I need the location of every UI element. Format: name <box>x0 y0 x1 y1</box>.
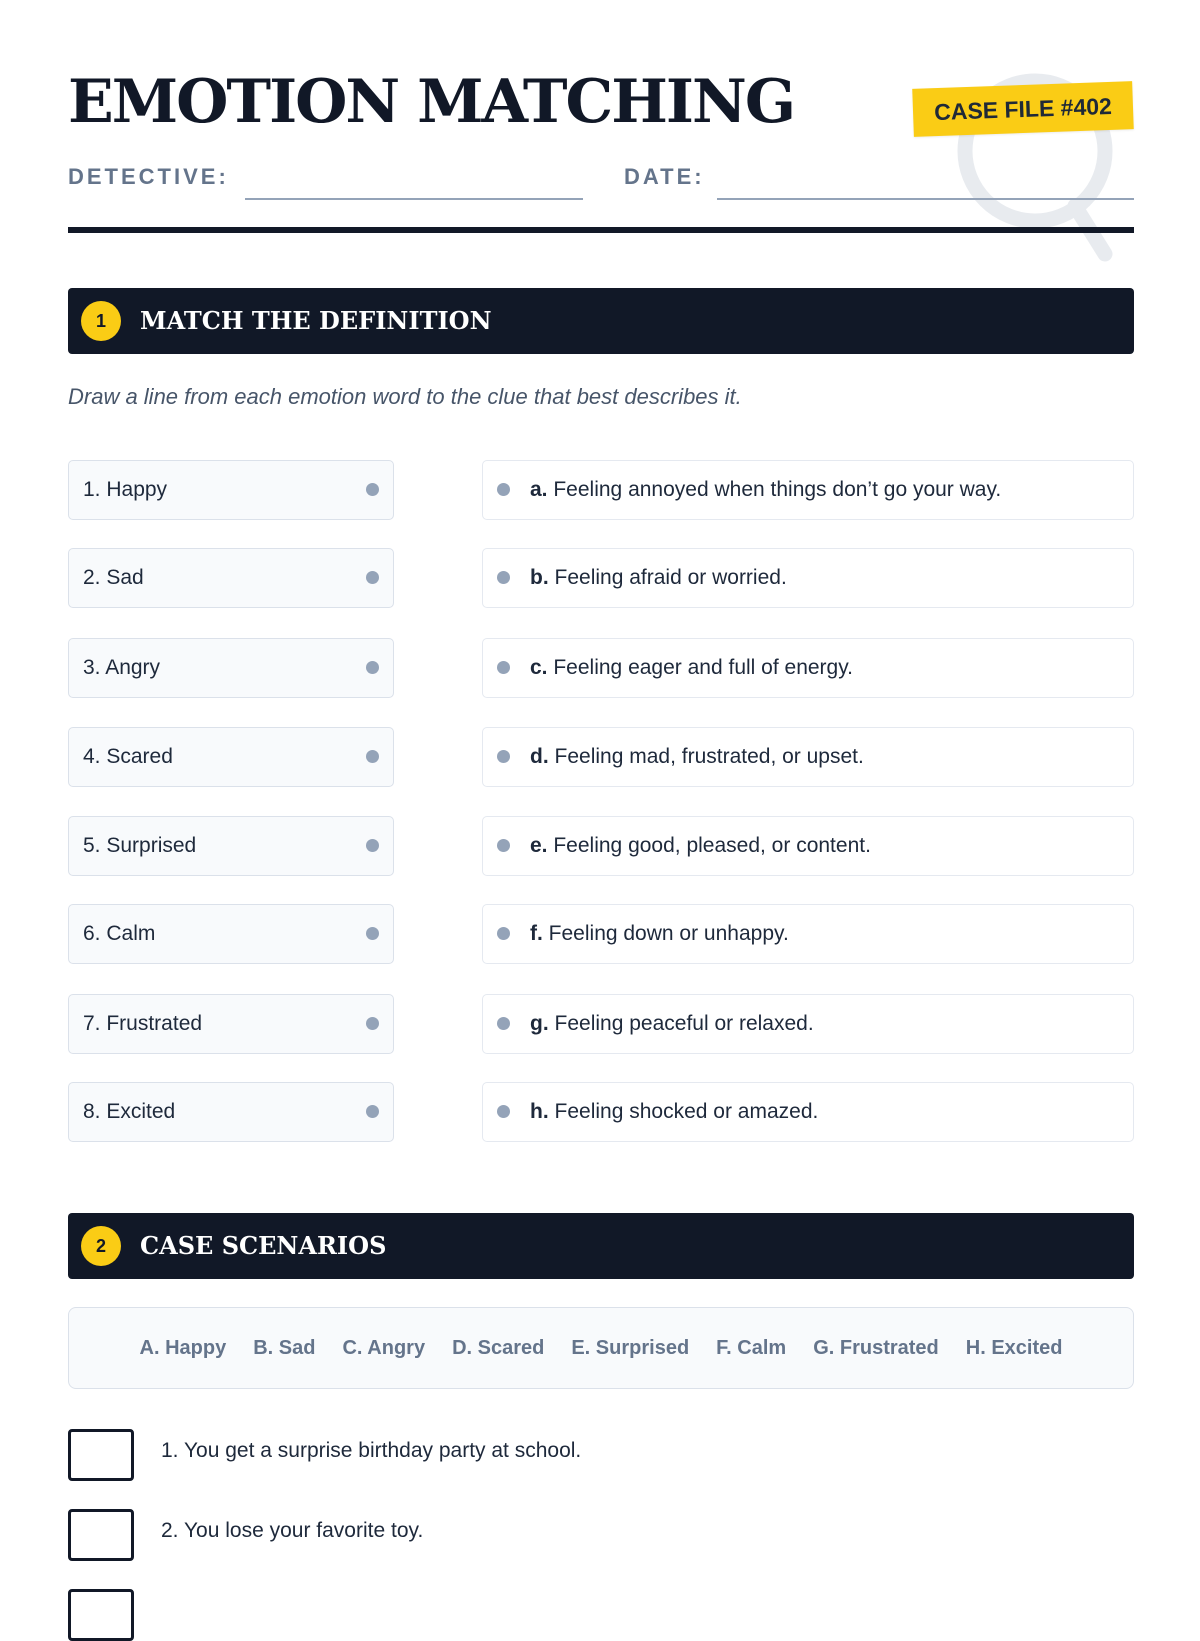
answer-box[interactable] <box>68 1429 134 1481</box>
emotion-word-box <box>68 727 394 787</box>
emotion-word-box <box>68 638 394 698</box>
definition-clue: Feeling annoyed when things don’t go your way. <box>553 478 1002 501</box>
section-header-match-definition <box>68 288 1134 354</box>
section-header-case-scenarios <box>68 1213 1134 1279</box>
definition-letter: d. <box>530 745 549 768</box>
connector-dot[interactable] <box>497 661 510 674</box>
definition-text <box>530 461 1001 519</box>
detective-label: DETECTIVE: <box>68 164 229 189</box>
definition-letter: a. <box>530 478 548 501</box>
emotion-word-box <box>68 460 394 520</box>
connector-dot[interactable] <box>497 839 510 852</box>
emotion-word-box <box>68 904 394 964</box>
connector-dot[interactable] <box>366 750 379 763</box>
emotion-word: 3. Angry <box>83 656 161 679</box>
definition-box <box>482 638 1134 698</box>
definition-box <box>482 548 1134 608</box>
definition-letter: c. <box>530 656 548 679</box>
connector-dot[interactable] <box>366 927 379 940</box>
definition-text <box>530 995 814 1053</box>
word-bank-item: C. Angry <box>342 1336 426 1359</box>
definition-box <box>482 460 1134 520</box>
connector-dot[interactable] <box>497 571 510 584</box>
definition-clue: Feeling shocked or amazed. <box>554 1100 819 1123</box>
date-label: DATE: <box>624 164 705 189</box>
emotion-word: 5. Surprised <box>83 834 197 857</box>
definition-text <box>530 639 853 697</box>
connector-dot[interactable] <box>366 1017 379 1030</box>
emotion-word-box <box>68 994 394 1054</box>
section-number-badge: 1 <box>81 301 121 341</box>
connector-dot[interactable] <box>497 750 510 763</box>
connector-dot[interactable] <box>497 1017 510 1030</box>
connector-dot[interactable] <box>366 839 379 852</box>
word-bank-item: D. Scared <box>452 1336 545 1359</box>
definition-text <box>530 1083 818 1141</box>
connector-dot[interactable] <box>366 571 379 584</box>
definition-letter: b. <box>530 566 549 589</box>
section-title: CASE SCENARIOS <box>140 1231 387 1260</box>
detective-name-line[interactable] <box>245 198 583 200</box>
connector-dot[interactable] <box>366 1105 379 1118</box>
word-bank-item: E. Surprised <box>571 1336 690 1359</box>
definition-text <box>530 905 789 963</box>
definition-box <box>482 904 1134 964</box>
emotion-word: 7. Frustrated <box>83 1012 203 1035</box>
section-number-badge: 2 <box>81 1226 121 1266</box>
definition-clue: Feeling eager and full of energy. <box>553 656 853 679</box>
word-bank-item: B. Sad <box>253 1336 316 1359</box>
definition-clue: Feeling down or unhappy. <box>548 922 789 945</box>
scenario-text: 2. You lose your favorite toy. <box>161 1519 424 1542</box>
definition-clue: Feeling peaceful or relaxed. <box>554 1012 814 1035</box>
connector-dot[interactable] <box>497 1105 510 1118</box>
section-title: MATCH THE DEFINITION <box>140 306 492 335</box>
definition-clue: Feeling afraid or worried. <box>554 566 787 589</box>
header-divider <box>68 227 1134 233</box>
definition-letter: f. <box>530 922 543 945</box>
instructions-text: Draw a line from each emotion word to the clue that best describes it. <box>68 384 742 409</box>
emotion-word-box <box>68 816 394 876</box>
connector-dot[interactable] <box>497 927 510 940</box>
emotion-word: 8. Excited <box>83 1100 176 1123</box>
scenario-text: 1. You get a surprise birthday party at school. <box>161 1439 582 1462</box>
emotion-word: 2. Sad <box>83 566 144 589</box>
connector-dot[interactable] <box>497 483 510 496</box>
answer-box[interactable] <box>68 1509 134 1561</box>
word-bank-item: A. Happy <box>139 1336 227 1359</box>
emotion-word: 4. Scared <box>83 745 173 768</box>
definition-box <box>482 1082 1134 1142</box>
word-bank <box>68 1307 1134 1389</box>
definition-box <box>482 816 1134 876</box>
emotion-word-box <box>68 548 394 608</box>
definition-text <box>530 817 871 875</box>
definition-text <box>530 549 787 607</box>
definition-box <box>482 727 1134 787</box>
definition-letter: e. <box>530 834 548 857</box>
word-bank-item: H. Excited <box>965 1336 1063 1359</box>
definition-box <box>482 994 1134 1054</box>
definition-clue: Feeling mad, frustrated, or upset. <box>554 745 864 768</box>
word-bank-item: G. Frustrated <box>813 1336 939 1359</box>
definition-letter: h. <box>530 1100 549 1123</box>
case-file-tag: CASE FILE #402 <box>912 81 1134 137</box>
definition-clue: Feeling good, pleased, or content. <box>553 834 871 857</box>
date-line[interactable] <box>717 198 1134 200</box>
page-title: EMOTION MATCHING <box>68 67 795 137</box>
definition-letter: g. <box>530 1012 549 1035</box>
connector-dot[interactable] <box>366 661 379 674</box>
emotion-word: 1. Happy <box>83 478 168 501</box>
definition-text <box>530 728 864 786</box>
answer-box[interactable] <box>68 1589 134 1641</box>
connector-dot[interactable] <box>366 483 379 496</box>
emotion-word: 6. Calm <box>83 922 156 945</box>
word-bank-item: F. Calm <box>716 1336 787 1359</box>
emotion-word-box <box>68 1082 394 1142</box>
